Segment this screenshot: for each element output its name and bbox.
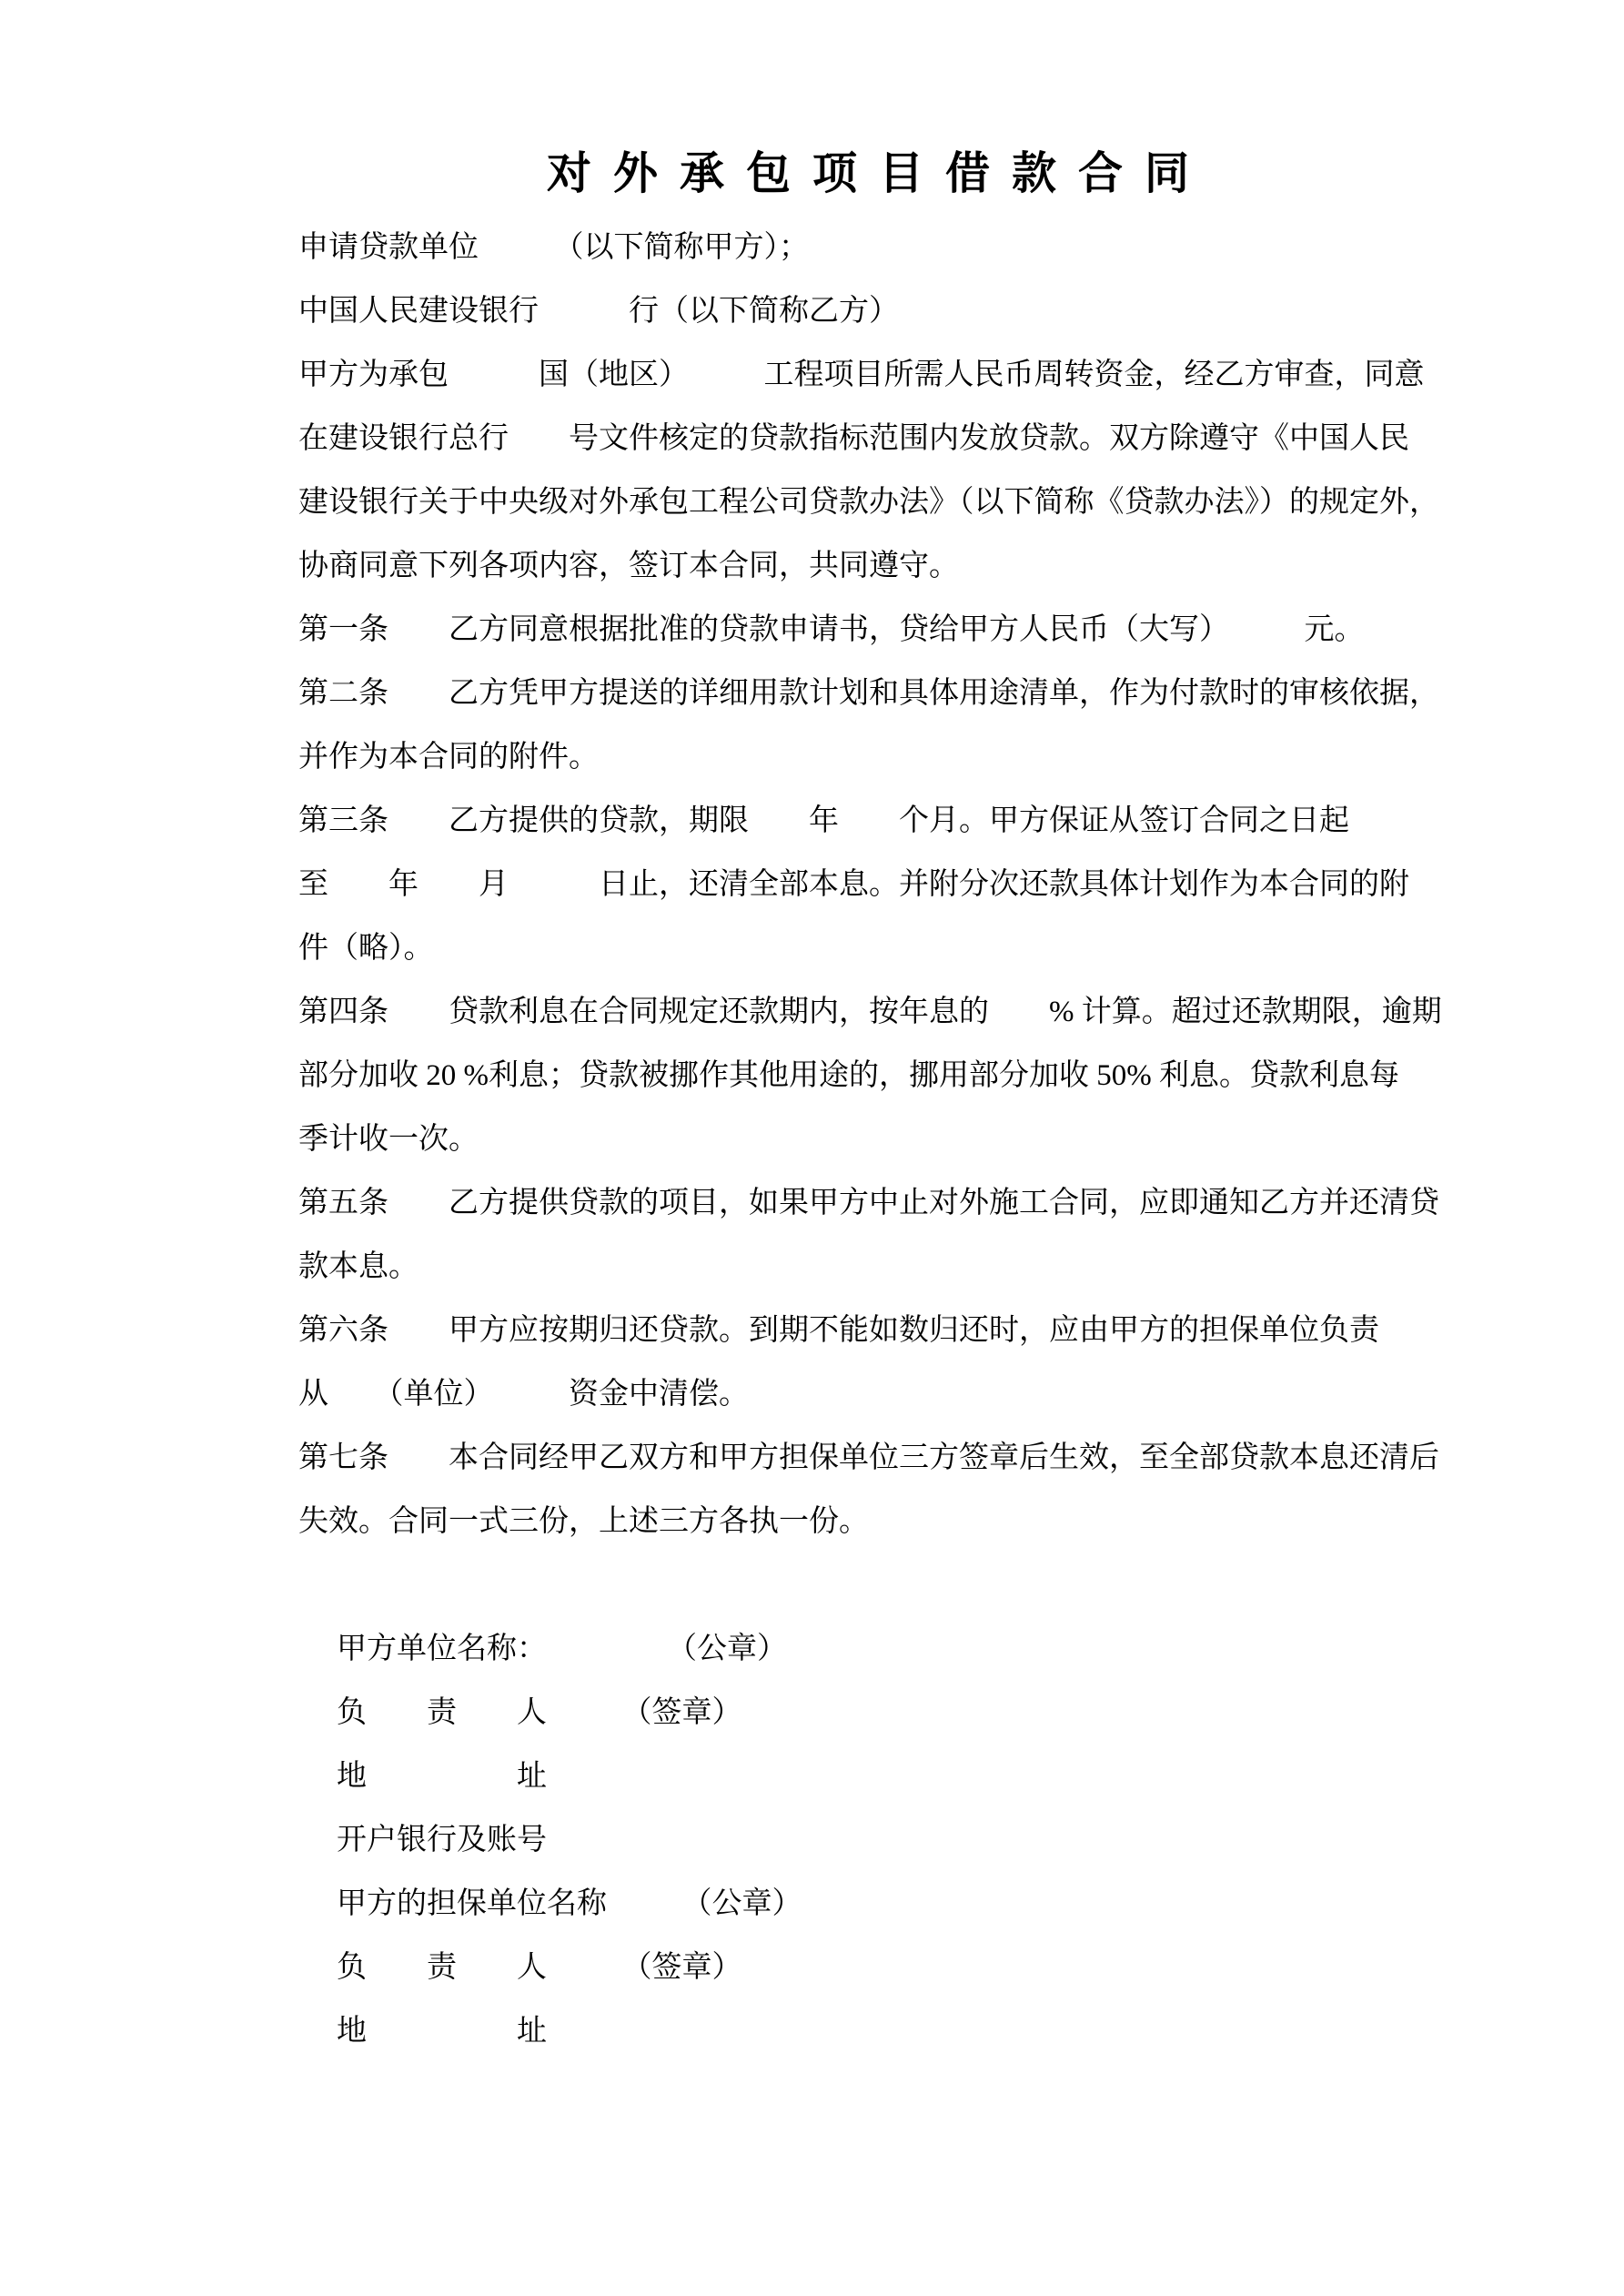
document-title: 对外承包项目借款合同 [547, 148, 1212, 198]
doc-line-clause-6b: 从 （单位） 资金中清偿。 [298, 1378, 749, 1411]
doc-line-clause-2b: 并作为本合同的附件。 [298, 741, 599, 774]
doc-line-clause-3b: 至 年 月 日止，还清全部本息。并附分次还款具体计划作为本合同的附 [298, 868, 1409, 901]
doc-line-clause-5a: 第五条 乙方提供贷款的项目，如果甲方中止对外施工合同，应即通知乙方并还清贷 [298, 1187, 1439, 1219]
doc-line-applicant: 申请贷款单位 （以下简称甲方）； [298, 231, 809, 264]
doc-line-preamble-4: 协商同意下列各项内容，签订本合同，共同遵守。 [298, 550, 959, 582]
doc-line-clause-4a: 第四条 贷款利息在合同规定还款期内，按年息的 % 计算。超过还款期限，逾期 [298, 996, 1442, 1028]
sig-line-party-a-address: 地 址 [337, 1760, 547, 1793]
doc-line-lender: 中国人民建设银行 行（以下简称乙方） [298, 295, 899, 328]
doc-line-clause-4b: 部分加收 20 %利息；贷款被挪作其他用途的，挪用部分加收 50% 利息。贷款利息每 [298, 1059, 1399, 1092]
sig-line-party-a-name: 甲方单位名称： （公章） [337, 1633, 787, 1665]
document-body [298, 216, 1481, 2063]
doc-line-preamble-1: 甲方为承包 国（地区） 工程项目所需人民币周转资金，经乙方审查，同意 [298, 359, 1425, 391]
doc-line-clause-5b: 款本息。 [298, 1250, 419, 1283]
doc-line-clause-2a: 第二条 乙方凭甲方提送的详细用款计划和具体用途清单，作为付款时的审核依据， [298, 677, 1439, 710]
doc-line-preamble-2: 在建设银行总行 号文件核定的贷款指标范围内发放贷款。双方除遵守《中国人民 [298, 422, 1409, 455]
sig-line-guarantor-principal: 负 责 人 （签章） [337, 1951, 742, 1984]
sig-line-guarantor-address: 地 址 [337, 2015, 547, 2048]
doc-line-clause-6a: 第六条 甲方应按期归还贷款。到期不能如数归还时，应由甲方的担保单位负责 [298, 1314, 1379, 1347]
doc-line-clause-7a: 第七条 本合同经甲乙双方和甲方担保单位三方签章后生效，至全部贷款本息还清后 [298, 1441, 1439, 1474]
doc-line-clause-3a: 第三条 乙方提供的贷款，期限 年 个月。甲方保证从签订合同之日起 [298, 804, 1349, 837]
doc-line-clause-7b: 失效。合同一式三份，上述三方各执一份。 [298, 1505, 869, 1538]
doc-line-clause-1: 第一条 乙方同意根据批准的贷款申请书，贷给甲方人民币（大写） 元。 [298, 613, 1365, 646]
doc-line-clause-4c: 季计收一次。 [298, 1123, 479, 1156]
sig-line-party-a-bank: 开户银行及账号 [337, 1824, 547, 1856]
sig-line-party-a-principal: 负 责 人 （签章） [337, 1696, 742, 1729]
doc-line-preamble-3: 建设银行关于中央级对外承包工程公司贷款办法》（以下简称《贷款办法》）的规定外， [298, 486, 1439, 519]
doc-line-clause-3c: 件（略）。 [298, 932, 434, 965]
blank-line [298, 1553, 1481, 1617]
sig-line-guarantor-name: 甲方的担保单位名称 （公章） [337, 1887, 802, 1920]
